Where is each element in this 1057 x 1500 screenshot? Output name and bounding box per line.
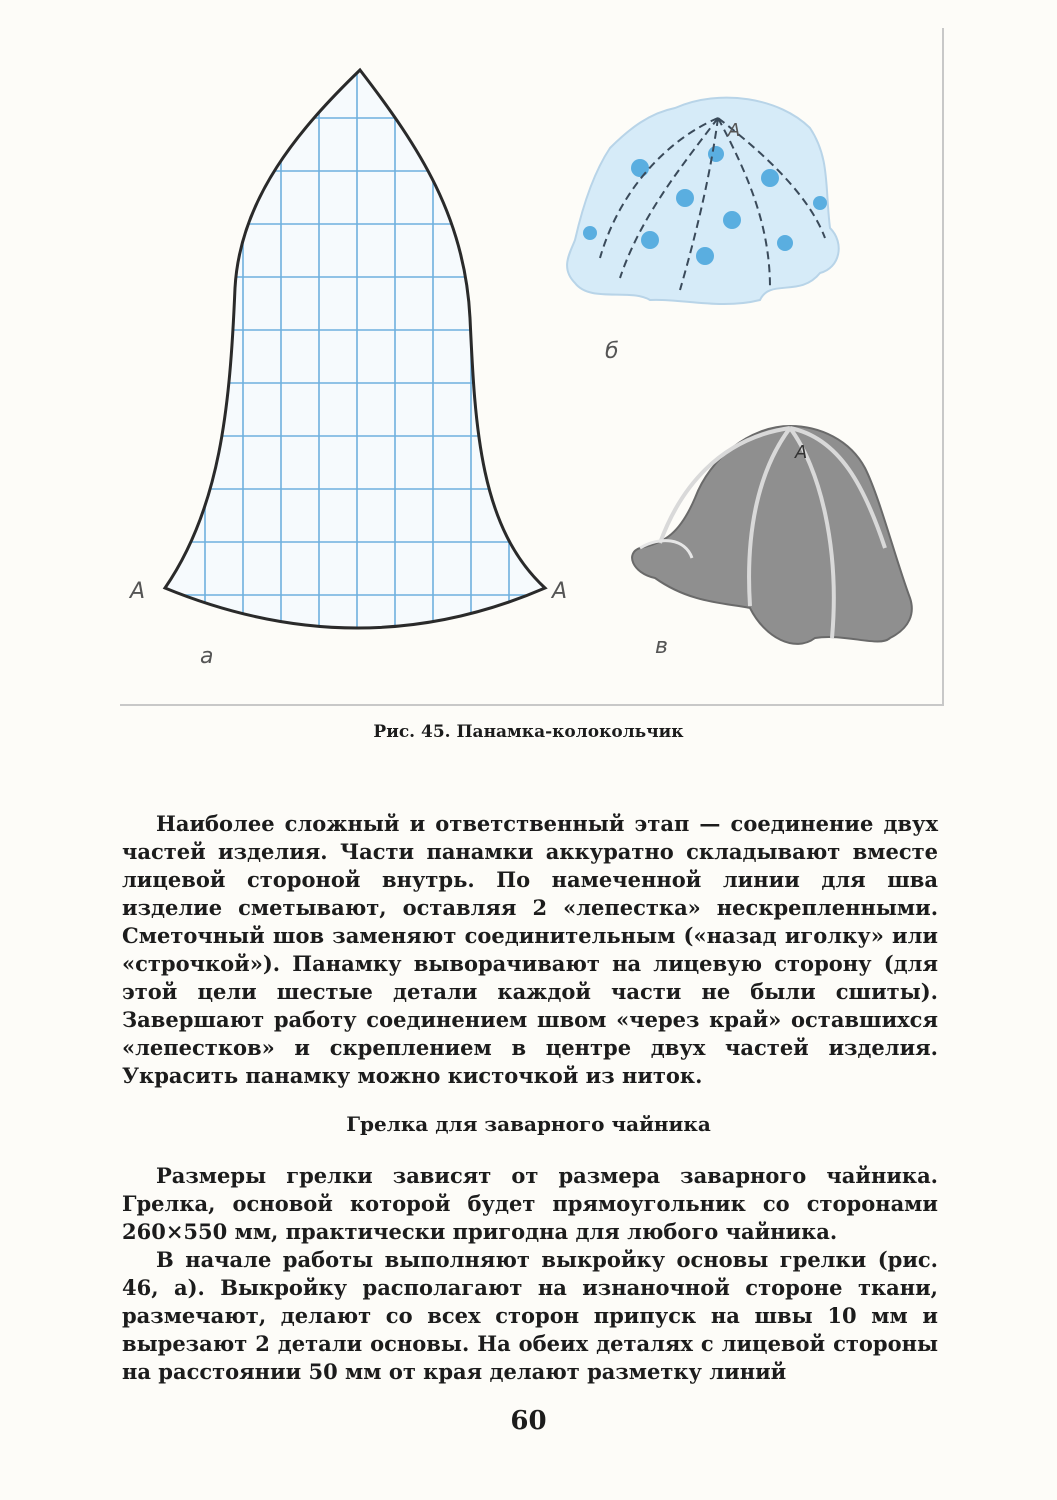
figure-frame xyxy=(120,28,944,706)
figure-caption: Рис. 45. Панамка-колокольчик xyxy=(373,722,684,742)
point-a-b-label: А xyxy=(728,120,741,141)
pattern-piece-a xyxy=(128,68,567,669)
point-a-right-label: А xyxy=(552,579,568,604)
subfigure-a-label: а xyxy=(200,644,214,669)
paragraph-3: В начале работы выполняют выкройку основы грелки (рис. 46, а). Выкройку располагают на изнаночной стороне ткани, размечают, делают со всех сторон припуск на швы 10 мм и вырезают 2 детали основы. На обеих деталях с лицевой стороны на расстоянии 50 мм от края делают разметку линий xyxy=(122,1247,938,1384)
point-a-left-label: А xyxy=(130,579,146,604)
subfigure-b-label: б xyxy=(605,339,619,364)
figure-illustration xyxy=(120,28,942,704)
point-a-v-label: А xyxy=(795,442,808,463)
panama-view-b xyxy=(567,98,839,364)
panama-view-v xyxy=(632,426,912,659)
paragraph-2: Размеры грелки зависят от размера заварного чайника. Грелка, основой которой будет прямоугольник со сторонами 260×550 мм, практически пригодна для любого чайника. xyxy=(122,1163,938,1244)
page-number: 60 xyxy=(510,1406,547,1436)
paragraph-1: Наиболее сложный и ответственный этап — соединение двух частей изделия. Части панамки аккуратно складывают вместе лицевой стороной внутрь. По намеченной линии для шва изделие сметывают, оставляя 2 «лепестка» нескрепленными. Сметочный шов заменяют соединительным («назад иголку» или «строчкой»). Панамку выворачивают на лицевую сторону (для этой цели шестые детали каждой части не были сшиты). Завершают работу соединением швом «через край» оставшихся «лепестков» и скреплением в центре двух частей изделия. Украсить панамку можно кисточкой из ниток. xyxy=(122,811,938,1088)
subfigure-v-label: в xyxy=(655,634,668,659)
pattern-grid xyxy=(160,68,550,668)
section-heading: Грелка для заварного чайника xyxy=(346,1112,711,1136)
